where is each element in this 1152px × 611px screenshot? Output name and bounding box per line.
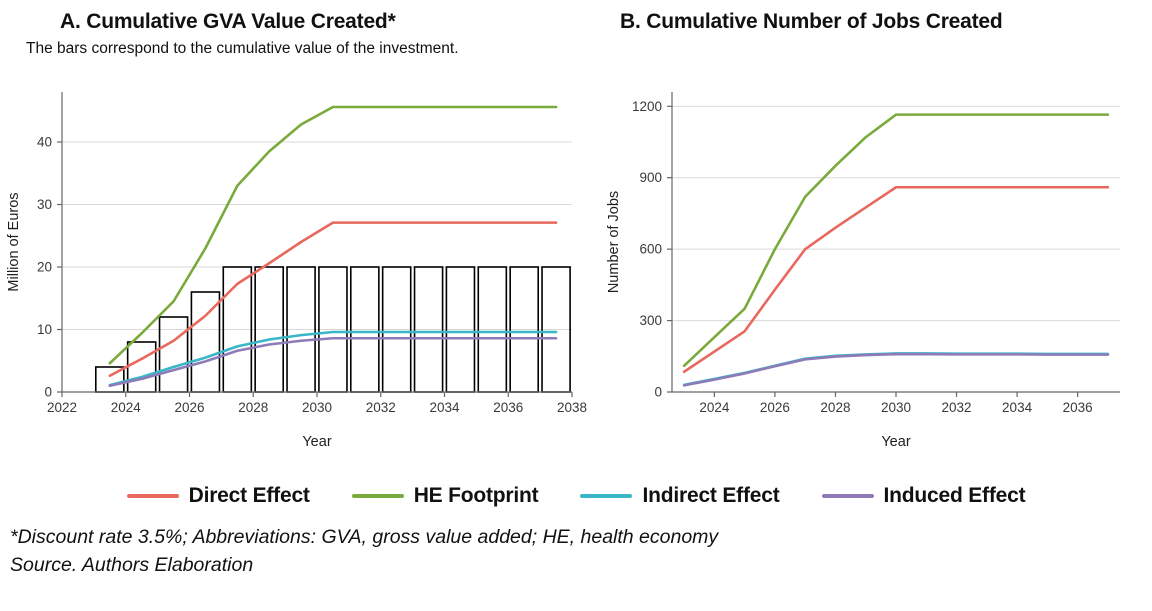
legend-label: Induced Effect — [883, 484, 1026, 507]
x-tick-label: 2034 — [1002, 400, 1033, 415]
footnotes — [10, 524, 1110, 579]
legend-item-indirect-effect — [580, 484, 779, 508]
y-tick-label: 900 — [639, 170, 662, 186]
series-line-direct-effect — [684, 187, 1108, 372]
panel-b-title: B. Cumulative Number of Jobs Created — [620, 10, 1003, 33]
x-tick-label: 2024 — [699, 400, 730, 415]
panel-b-svg — [600, 74, 1152, 470]
x-tick-label: 2026 — [174, 400, 205, 415]
y-axis-title: Million of Euros — [6, 192, 22, 292]
legend-swatch-icon — [127, 494, 179, 498]
panel-a-subtitle: The bars correspond to the cumulative value of the investment. — [26, 40, 459, 57]
footnote-discount-rate: *Discount rate 3.5%; Abbreviations: GVA, gross value added; HE, health economy — [10, 526, 719, 548]
y-tick-label: 10 — [36, 322, 52, 337]
x-tick-label: 2028 — [820, 400, 851, 415]
x-tick-label: 2030 — [301, 400, 333, 415]
x-tick-label: 2036 — [493, 400, 524, 415]
y-tick-label: 300 — [639, 313, 662, 329]
chart-legend — [0, 472, 1152, 520]
panel-a-svg — [0, 74, 600, 470]
y-tick-label: 0 — [44, 384, 52, 400]
x-axis-title: Year — [881, 434, 911, 450]
legend-label: Direct Effect — [188, 484, 310, 507]
bar — [128, 342, 156, 392]
x-axis-title: Year — [302, 434, 332, 450]
legend-swatch-icon — [352, 494, 404, 498]
x-tick-label: 2024 — [110, 400, 141, 415]
footnote-source: Source. Authors Elaboration — [10, 553, 254, 576]
legend-swatch-icon — [822, 494, 874, 498]
y-tick-label: 1200 — [631, 98, 662, 114]
y-tick-label: 20 — [36, 259, 52, 275]
x-tick-label: 2030 — [880, 400, 912, 415]
legend-label: HE Footprint — [413, 484, 539, 507]
legend-item-direct-effect — [127, 484, 310, 508]
panel-a — [0, 0, 600, 470]
x-tick-label: 2038 — [556, 400, 588, 415]
y-tick-label: 0 — [654, 384, 662, 400]
x-tick-label: 2036 — [1062, 400, 1093, 415]
legend-item-he-footprint — [352, 484, 539, 508]
x-tick-label: 2032 — [365, 400, 396, 415]
y-tick-label: 40 — [36, 134, 52, 150]
legend-swatch-icon — [580, 494, 632, 498]
y-axis-title: Number of Jobs — [606, 190, 622, 294]
series-line-direct-effect — [110, 223, 556, 376]
series-line-indirect-effect — [110, 332, 556, 385]
series-line-induced-effect — [684, 354, 1108, 385]
x-tick-label: 2026 — [759, 400, 790, 415]
x-tick-label: 2022 — [46, 400, 78, 415]
panel-a-plot — [0, 74, 600, 470]
y-tick-label: 600 — [639, 241, 662, 257]
series-line-induced-effect — [110, 338, 556, 386]
bar — [160, 317, 188, 392]
legend-label: Indirect Effect — [642, 484, 780, 507]
x-tick-label: 2034 — [429, 400, 460, 415]
y-tick-label: 30 — [36, 197, 52, 212]
legend-item-induced-effect — [822, 484, 1026, 508]
panel-b-plot — [600, 74, 1152, 470]
series-line-he-footprint — [110, 107, 556, 363]
x-tick-label: 2028 — [238, 400, 269, 415]
x-tick-label: 2032 — [941, 400, 972, 415]
panel-b — [600, 0, 1152, 470]
series-line-indirect-effect — [684, 353, 1108, 384]
panel-a-title: A. Cumulative GVA Value Created* — [60, 10, 396, 33]
